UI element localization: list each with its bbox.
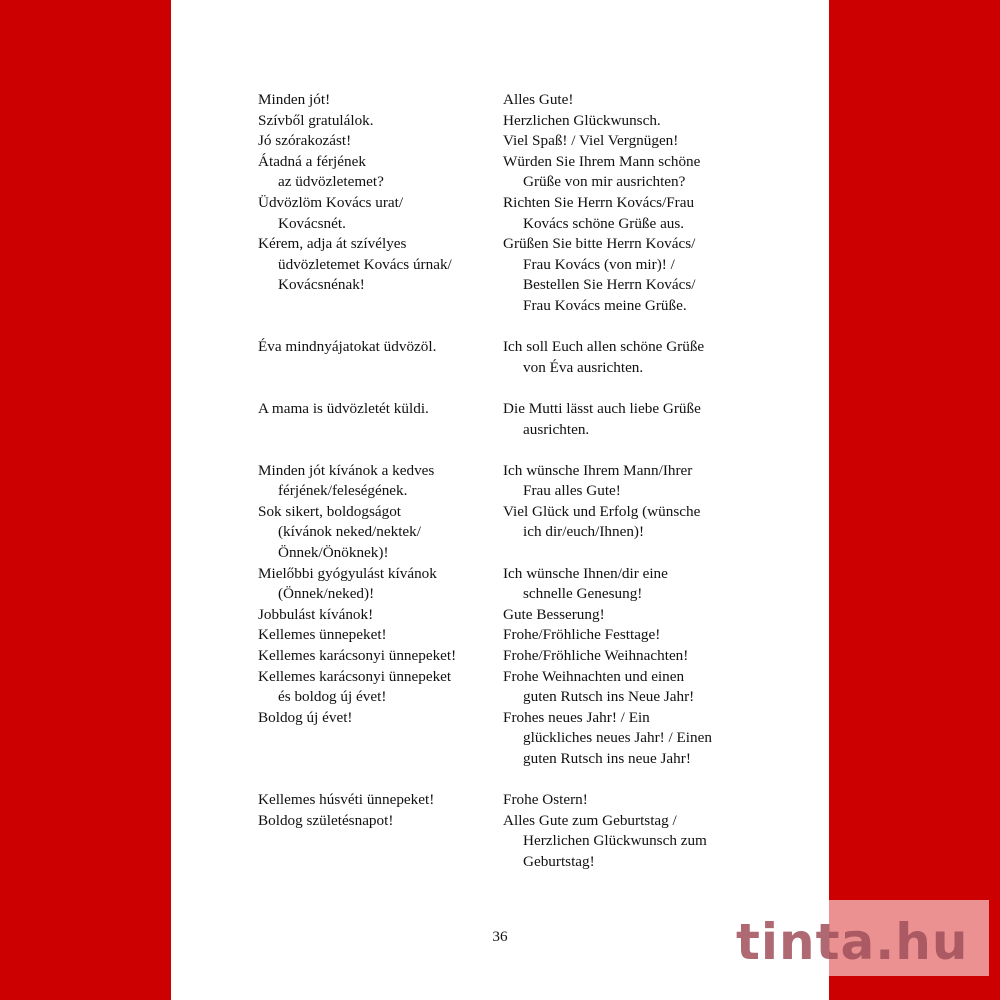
- german-phrase-line: Frohe Weihnachten und einen: [503, 667, 685, 685]
- hungarian-phrase-line: Minden jót kívánok a kedves: [258, 461, 435, 479]
- german-phrase-line: glückliches neues Jahr! / Einen: [523, 729, 712, 747]
- hungarian-phrase-line: A mama is üdvözletét küldi.: [258, 399, 429, 417]
- german-phrase-line: Viel Glück und Erfolg (wünsche: [503, 502, 701, 520]
- hungarian-phrase-line: Szívből gratulálok.: [258, 111, 374, 129]
- german-phrase-line: schnelle Genesung!: [523, 585, 643, 603]
- hungarian-phrase-line: Kérem, adja át szívélyes: [258, 235, 407, 253]
- hungarian-phrase-line: Boldog születésnapot!: [258, 811, 394, 829]
- german-phrase-line: Frohe Ostern!: [503, 791, 588, 809]
- spacer: [258, 378, 498, 399]
- german-phrase-line: Kovács schöne Grüße aus.: [523, 214, 685, 232]
- spacer: [503, 440, 748, 461]
- hungarian-phrase-line: Kellemes ünnepeket!: [258, 626, 387, 644]
- hungarian-phrase-line: Boldog új évet!: [258, 708, 353, 726]
- spacer: [258, 770, 498, 791]
- german-phrase-line: Frau Kovács meine Grüße.: [523, 296, 687, 314]
- german-phrase-line: Herzlichen Glückwunsch.: [503, 111, 661, 129]
- page-number: 36: [492, 928, 508, 945]
- german-phrase-line: Grüßen Sie bitte Herrn Kovács/: [503, 235, 696, 253]
- german-phrase-line: Frohe/Fröhliche Weihnachten!: [503, 647, 689, 665]
- german-column: [503, 90, 748, 873]
- german-phrase-line: Alles Gute!: [503, 91, 574, 108]
- hungarian-phrase-line: férjének/feleségének.: [278, 482, 408, 500]
- hungarian-column: [258, 90, 498, 873]
- german-phrase-line: von Éva ausrichten.: [523, 358, 644, 376]
- german-phrase-line: Grüße von mir ausrichten?: [523, 173, 686, 191]
- hungarian-phrase-line: Jó szórakozást!: [258, 132, 352, 150]
- hungarian-phrase-line: az üdvözletemet?: [278, 173, 384, 191]
- german-phrase-line: Viel Spaß! / Viel Vergnügen!: [503, 132, 679, 150]
- german-phrase-line: ich dir/euch/Ihnen)!: [523, 523, 645, 541]
- german-phrase-line: Frohes neues Jahr! / Ein: [503, 708, 650, 726]
- german-phrase-line: Bestellen Sie Herrn Kovács/: [523, 276, 696, 294]
- spacer: [503, 770, 748, 791]
- german-phrase-line: Geburtstag!: [523, 852, 595, 870]
- hungarian-phrase-line: [258, 296, 498, 317]
- hungarian-phrase-line: [258, 831, 498, 852]
- german-phrase-line: Die Mutti lässt auch liebe Grüße: [503, 399, 701, 417]
- hungarian-phrase-line: Üdvözlöm Kovács urat/: [258, 193, 404, 211]
- hungarian-phrase-line: [258, 852, 498, 873]
- hungarian-phrase-line: Jobbulást kívánok!: [258, 605, 374, 623]
- hungarian-phrase-line: Sok sikert, boldogságot: [258, 502, 402, 520]
- book-page: [171, 0, 829, 1000]
- german-phrase-line: ausrichten.: [523, 420, 590, 438]
- spacer: [503, 317, 748, 338]
- german-phrase-line: guten Rutsch ins Neue Jahr!: [523, 688, 695, 706]
- german-phrase-line: guten Rutsch ins neue Jahr!: [523, 750, 691, 767]
- spacer: [258, 317, 498, 338]
- hungarian-phrase-line: Átadná a férjének: [258, 152, 366, 170]
- watermark-logo: tinta.hu: [736, 913, 969, 971]
- german-phrase-line: Frau alles Gute!: [523, 482, 621, 500]
- german-phrase-line: [503, 543, 748, 564]
- german-phrase-line: Herzlichen Glückwunsch zum: [523, 832, 707, 850]
- hungarian-phrase-line: Kellemes karácsonyi ünnepeket!: [258, 647, 457, 665]
- hungarian-phrase-line: (kívánok neked/nektek/: [278, 523, 421, 541]
- german-phrase-line: Würden Sie Ihrem Mann schöne: [503, 152, 701, 170]
- hungarian-phrase-line: (Önnek/neked)!: [278, 585, 375, 603]
- hungarian-phrase-line: Éva mindnyájatokat üdvözöl.: [258, 338, 437, 356]
- hungarian-phrase-line: Kovácsnénak!: [278, 276, 365, 294]
- hungarian-phrase-line: Kellemes húsvéti ünnepeket!: [258, 791, 435, 809]
- hungarian-phrase-line: Mielőbbi gyógyulást kívánok: [258, 564, 437, 582]
- hungarian-phrase-line: [258, 728, 498, 749]
- spacer: [258, 440, 498, 461]
- hungarian-phrase-line: Kellemes karácsonyi ünnepeket: [258, 667, 452, 685]
- german-phrase-line: Ich wünsche Ihrem Mann/Ihrer: [503, 461, 693, 479]
- spacer: [503, 378, 748, 399]
- hungarian-phrase-line: Kovácsnét.: [278, 214, 346, 232]
- german-phrase-line: Ich wünsche Ihnen/dir eine: [503, 564, 668, 582]
- german-phrase-line: Alles Gute zum Geburtstag /: [503, 811, 677, 829]
- german-phrase-line: Ich soll Euch allen schöne Grüße: [503, 338, 705, 356]
- hungarian-phrase-line: üdvözletemet Kovács úrnak/: [278, 255, 452, 273]
- hungarian-phrase-line: [258, 420, 498, 441]
- hungarian-phrase-line: Önnek/Önöknek)!: [278, 544, 389, 562]
- german-phrase-line: Frohe/Fröhliche Festtage!: [503, 626, 661, 644]
- hungarian-phrase-line: [258, 749, 498, 770]
- german-phrase-line: Gute Besserung!: [503, 605, 605, 623]
- german-phrase-line: Frau Kovács (von mir)! /: [523, 255, 675, 273]
- hungarian-phrase-line: [258, 358, 498, 379]
- hungarian-phrase-line: Minden jót!: [258, 91, 331, 108]
- german-phrase-line: Richten Sie Herrn Kovács/Frau: [503, 193, 695, 211]
- hungarian-phrase-line: és boldog új évet!: [278, 688, 387, 706]
